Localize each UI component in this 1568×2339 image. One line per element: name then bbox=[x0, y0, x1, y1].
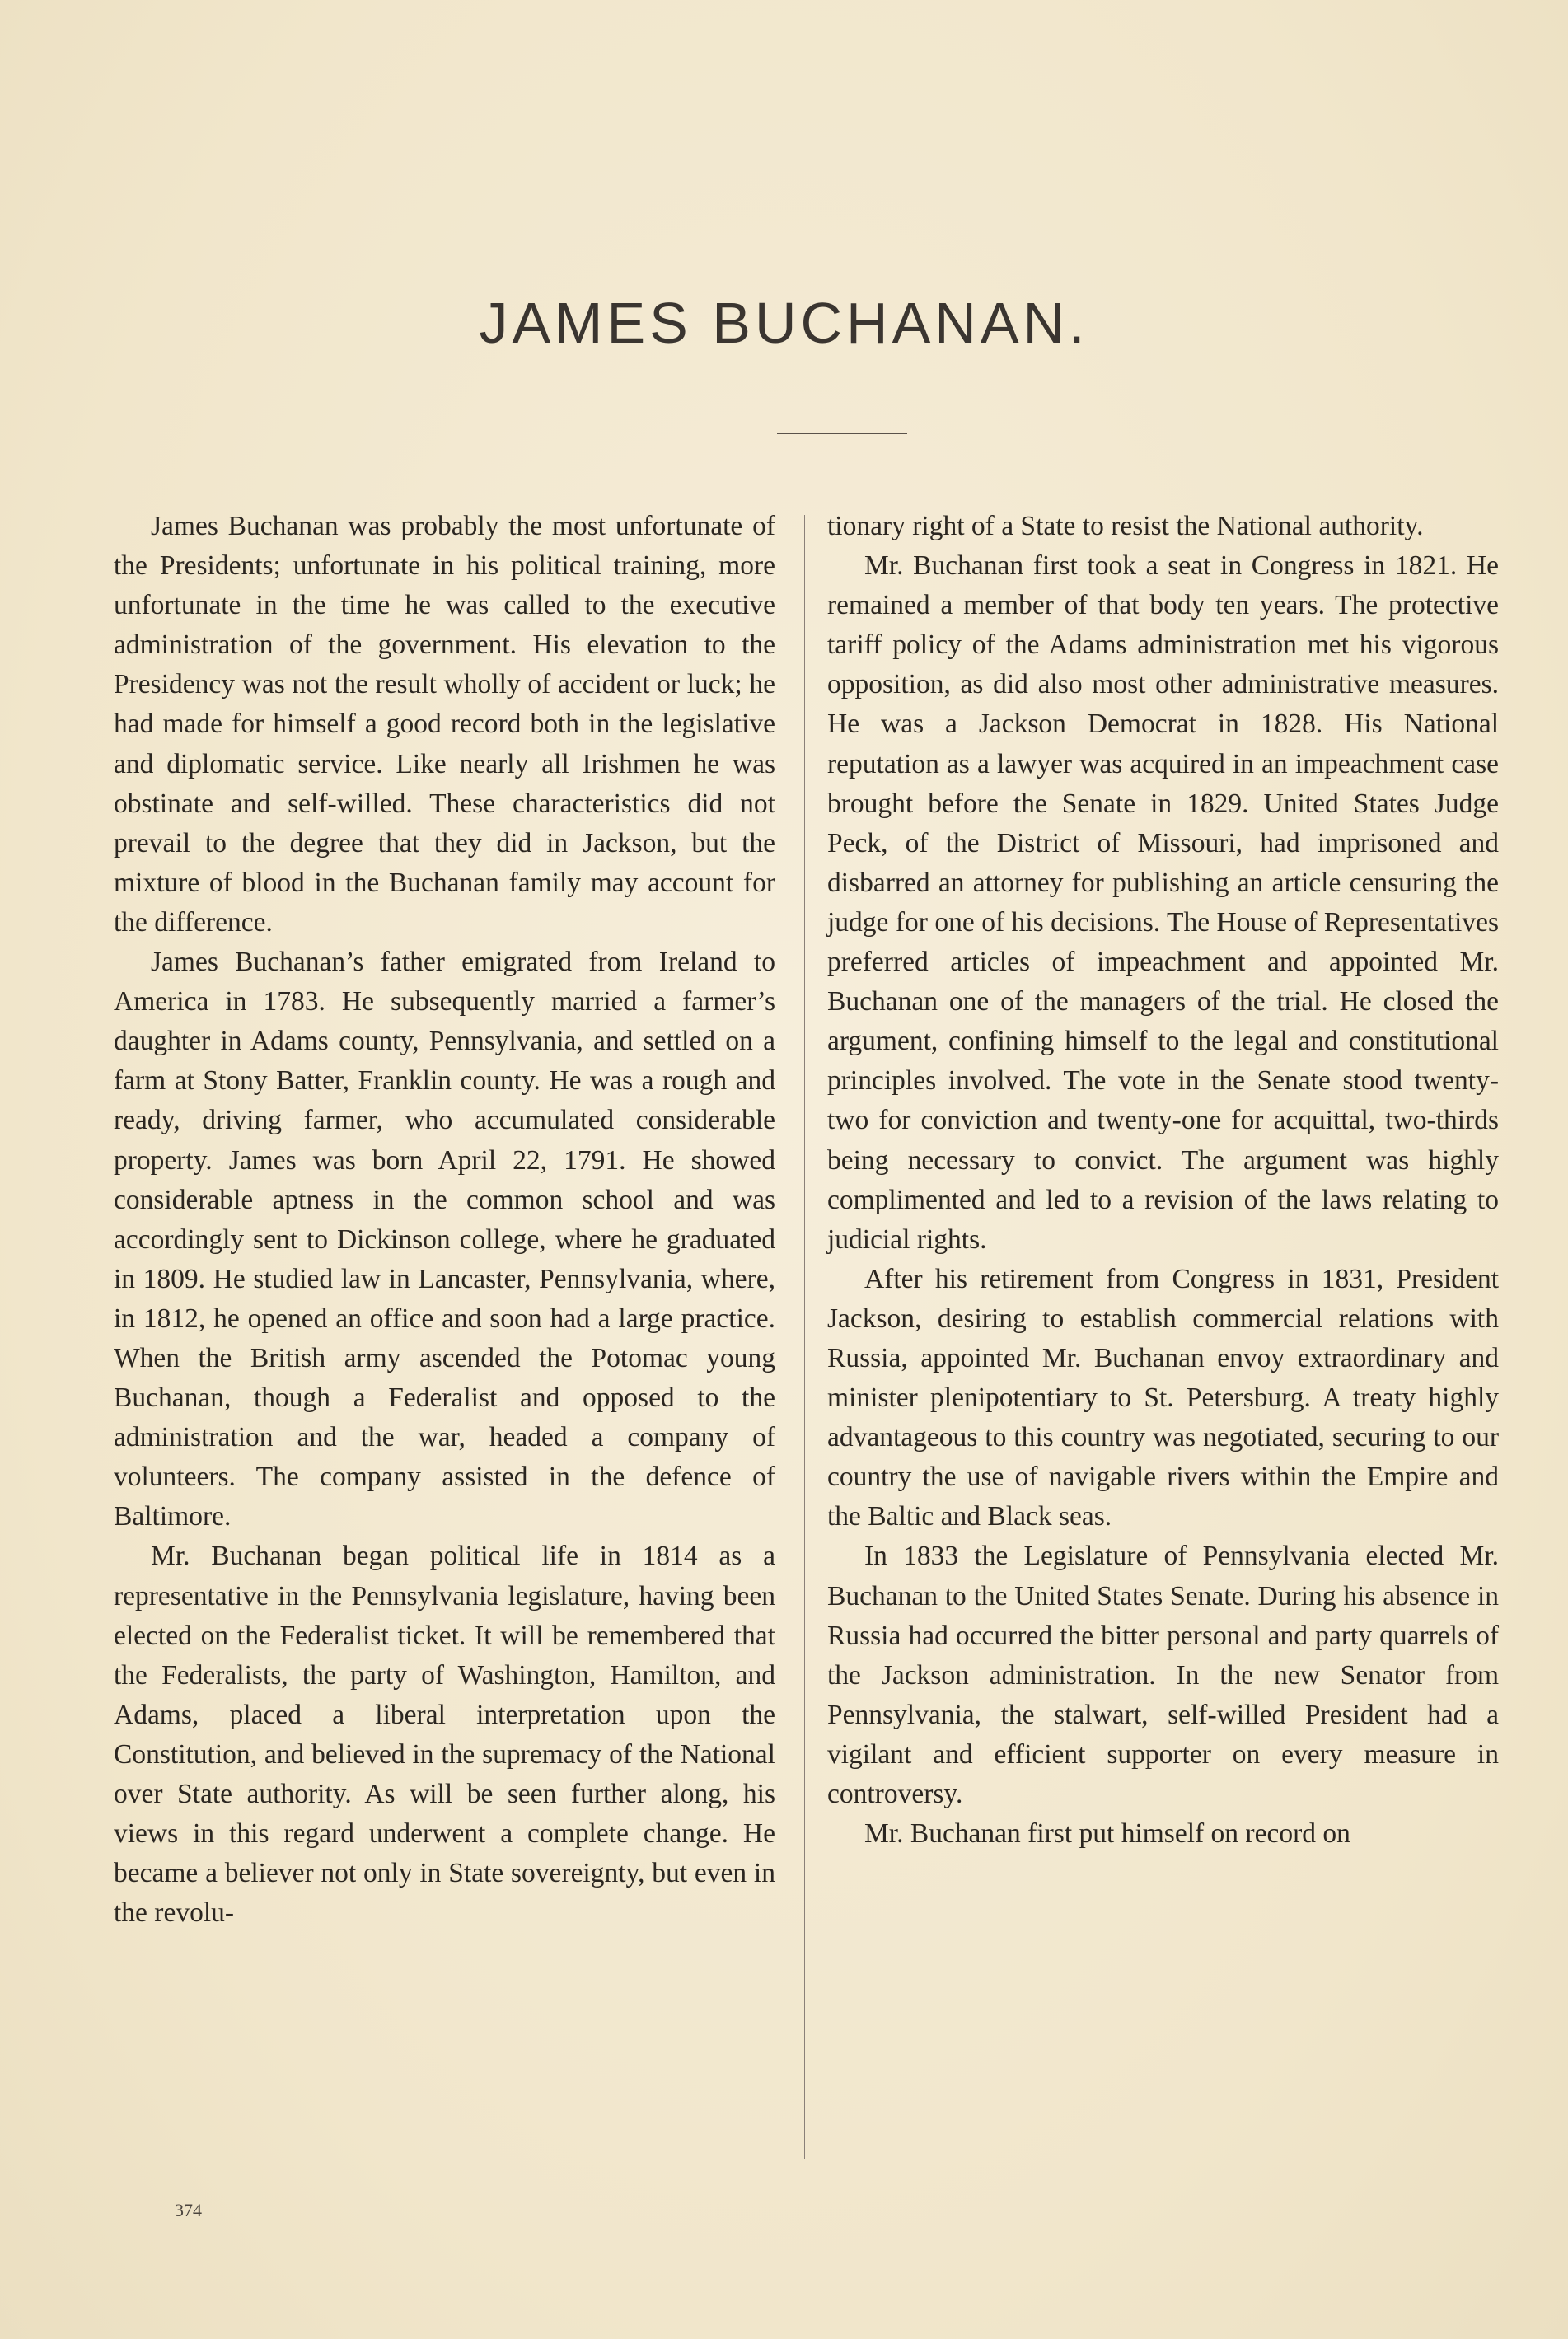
paragraph: In 1833 the Legislature of Pennsylvania elected Mr. Buchanan to the United States Senate. During his absence in Russia had occurred the bitter personal and party quarrels of the Jackson administration. In the new Senator from Pennsylvania, the stalwart, self-willed President had a vigilant and efficient supporter on every measure in controversy. bbox=[827, 1541, 1499, 1809]
paragraph: After his retirement from Congress in 1831, President Jackson, desiring to establish commercial relations with Russia, appointed Mr. Buchanan envoy extraordinary and minister plenipotentiary to St. Petersburg. A treaty highly advantageous to this country was negotiated, securing to our country the use of navigable rivers within the Empire and the Baltic and Black seas. bbox=[827, 1263, 1499, 1532]
chapter-title: JAMES BUCHANAN. bbox=[479, 291, 1089, 355]
paragraph: Mr. Buchanan began political life in 1814 as a representative in the Pennsylvania legislature, having been elected on the Federalist ticket. It will be remembered that the Federalists, the party of Washington, Hamilton, and Adams, placed a liberal interpretation upon the Constitution, and believed in the supremacy of the National over State authority. As will be seen further along, his views in this regard underwent a complete change. He became a believer not only in State sovereignty, but even in the revolu- bbox=[114, 1541, 775, 1929]
page-number: 374 bbox=[175, 2200, 202, 2220]
paragraph: James Buchanan was probably the most unfortunate of the Presidents; unfortunate in his political training, more unfortunate in the time he was called to the executive administration of the government. His elevation to the Presidency was not the result wholly of accident or luck; he had made for himself a good record both in the legislative and diplomatic service. Like nearly all Irishmen he was obstinate and self-willed. These characteristics did not prevail to the degree that they did in Jackson, but the mixture of blood in the Buchanan family may account for the difference. bbox=[114, 511, 775, 938]
paragraph: James Buchanan’s father emigrated from Ireland to America in 1783. He subsequently married a farmer’s daughter in Adams county, Pennsylvania, and settled on a farm at Stony Batter, Franklin county. He was a rough and ready, driving farmer, who accumulated considerable property. James was born April 22, 1791. He showed considerable aptness in the common school and was accordingly sent to Dickinson college, where he graduated in 1809. He studied law in Lancaster, Pennsylvania, where, in 1812, he opened an office and soon had a large practice. When the British army ascended the Potomac young Buchanan, though a Federalist and opposed to the administration and the war, headed a company of volunteers. The company assisted in the defence of Baltimore. bbox=[114, 947, 775, 1532]
paragraph: Mr. Buchanan first put himself on record on bbox=[864, 1818, 1350, 1850]
paragraph: Mr. Buchanan first took a seat in Congress in 1821. He remained a member of that body ten years. The protective tariff policy of the Adams administration met his vigorous opposition, as did also most other administrative measures. He was a Jackson Democrat in 1828. His National reputation as a lawyer was acquired in an impeachment case brought before the Senate in 1829. United States Judge Peck, of the District of Missouri, had imprisoned and disbarred an attorney for publishing an article censuring the judge for one of his decisions. The House of Representatives preferred articles of impeachment and appointed Mr. Buchanan one of the managers of the trial. He closed the argument, confining himself to the legal and constitutional principles involved. The vote in the Senate stood twenty-two for conviction and twenty-one for acquittal, two-thirds being necessary to convict. The argument was highly complimented and led to a revision of the laws relating to judicial rights. bbox=[827, 550, 1499, 1255]
title-rule bbox=[777, 433, 907, 434]
right-column bbox=[827, 507, 1499, 1854]
paragraph: tionary right of a State to resist the National authority. bbox=[827, 511, 1424, 541]
left-column bbox=[114, 507, 775, 1933]
column-divider bbox=[804, 515, 805, 2159]
